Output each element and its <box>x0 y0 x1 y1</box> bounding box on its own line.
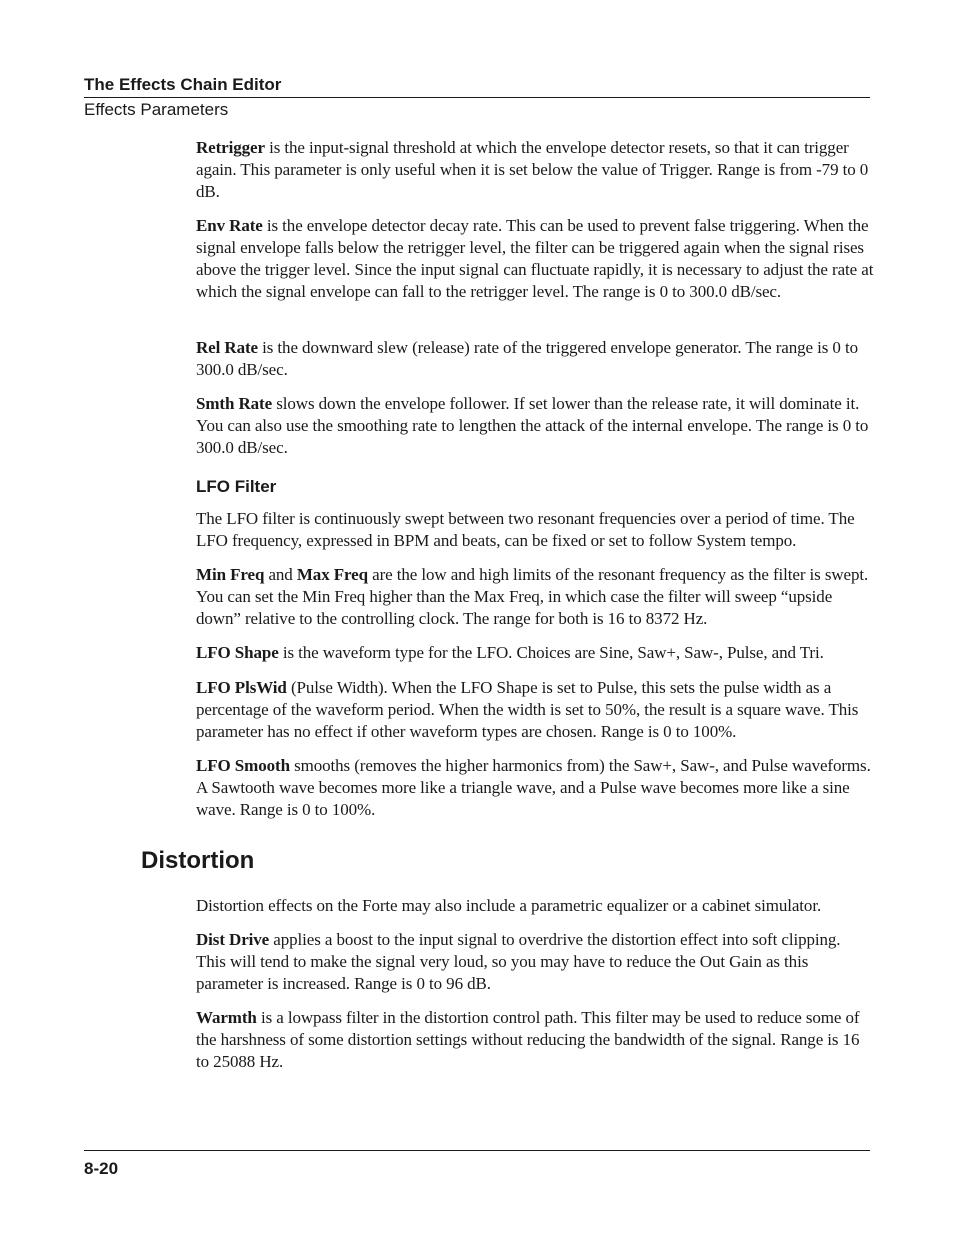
paragraph-dist-drive <box>196 929 874 995</box>
distortion-heading: Distortion <box>141 847 255 874</box>
desc-min-max-freq: are the low and high limits of the resonant frequency as the filter is swept. You can set the Min Freq higher than the Max Freq, in which case the filter will sweep “upside down” relative to the controlling clock. The range for both is 16 to 8372 Hz. <box>196 565 869 628</box>
desc-lfo-smooth: smooths (removes the higher harmonics from) the Saw+, Saw-, and Pulse waveforms. A Sawtooth wave becomes more like a triangle wave, and a Pulse wave becomes more like a sine wave. Range is 0 to 100%. <box>196 756 871 819</box>
term-warmth: Warmth <box>196 1008 257 1027</box>
desc-warmth: is a lowpass filter in the distortion control path. This filter may be used to reduce some of the harshness of some distortion settings without reducing the bandwidth of the signal. Range is 16 to 25088 Hz. <box>196 1008 860 1071</box>
running-header-chapter: The Effects Chain Editor <box>84 75 282 94</box>
header-divider <box>84 97 870 98</box>
term-dist-drive: Dist Drive <box>196 930 270 949</box>
running-header-section: Effects Parameters <box>84 100 229 119</box>
paragraph-lfo-shape <box>196 642 874 664</box>
term-rel-rate: Rel Rate <box>196 338 258 357</box>
desc-lfo-shape: is the waveform type for the LFO. Choices are Sine, Saw+, Saw-, Pulse, and Tri. <box>278 643 824 662</box>
paragraph-min-max-freq <box>196 564 874 630</box>
desc-smth-rate: slows down the envelope follower. If set lower than the release rate, it will dominate it. You can also use the smoothing rate to lengthen the attack of the internal envelope. The range is 0 to 300.0 dB/sec. <box>196 394 869 457</box>
desc-env-rate: is the envelope detector decay rate. This can be used to prevent false triggering. When the signal envelope falls below the retrigger level, the filter can be triggered again when the signal rises above the trigger level. Since the input signal can fluctuate rapidly, it is necessary to adjust the rate at which the signal envelope can fall to the retrigger level. The range is 0 to 300.0 dB/sec. <box>196 216 874 301</box>
page-number: 8-20 <box>84 1159 119 1178</box>
paragraph-lfo-smooth <box>196 755 874 821</box>
joiner-and: and <box>264 565 297 584</box>
lfo-filter-heading: LFO Filter <box>196 477 277 496</box>
term-min-freq: Min Freq <box>196 565 265 584</box>
term-smth-rate: Smth Rate <box>196 394 273 413</box>
desc-lfo-plswid: (Pulse Width). When the LFO Shape is set to Pulse, this sets the pulse width as a percentage of the waveform period. When the width is set to 50%, the result is a square wave. This parameter has no effect if other waveform types are chosen. Range is 0 to 100%. <box>196 678 859 741</box>
paragraph-smth-rate <box>196 393 874 459</box>
term-lfo-plswid: LFO PlsWid <box>196 678 287 697</box>
paragraph-lfo-plswid <box>196 677 874 743</box>
desc-retrigger: is the input-signal threshold at which the envelope detector resets, so that it can trigger again. This parameter is only useful when it is set below the value of Trigger. Range is from -79 to 0 dB. <box>196 138 869 201</box>
footer-divider <box>84 1150 870 1151</box>
paragraph-lfo-intro: The LFO filter is continuously swept between two resonant frequencies over a period of time. The LFO frequency, expressed in BPM and beats, can be fixed or set to follow System tempo. <box>196 509 855 550</box>
term-retrigger: Retrigger <box>196 138 265 157</box>
paragraph-env-rate <box>196 215 874 303</box>
paragraph-distortion-intro: Distortion effects on the Forte may also include a parametric equalizer or a cabinet simulator. <box>196 896 822 915</box>
term-env-rate: Env Rate <box>196 216 263 235</box>
paragraph-rel-rate <box>196 337 874 381</box>
term-lfo-shape: LFO Shape <box>196 643 279 662</box>
paragraph-retrigger <box>196 137 874 203</box>
term-max-freq: Max Freq <box>296 565 368 584</box>
term-lfo-smooth: LFO Smooth <box>196 756 290 775</box>
paragraph-warmth <box>196 1007 874 1073</box>
desc-rel-rate: is the downward slew (release) rate of the triggered envelope generator. The range is 0 to 300.0 dB/sec. <box>196 338 858 379</box>
desc-dist-drive: applies a boost to the input signal to overdrive the distortion effect into soft clipping. This will tend to make the signal very loud, so you may have to reduce the Out Gain as this parameter is increased. Range is 0 to 96 dB. <box>196 930 841 993</box>
